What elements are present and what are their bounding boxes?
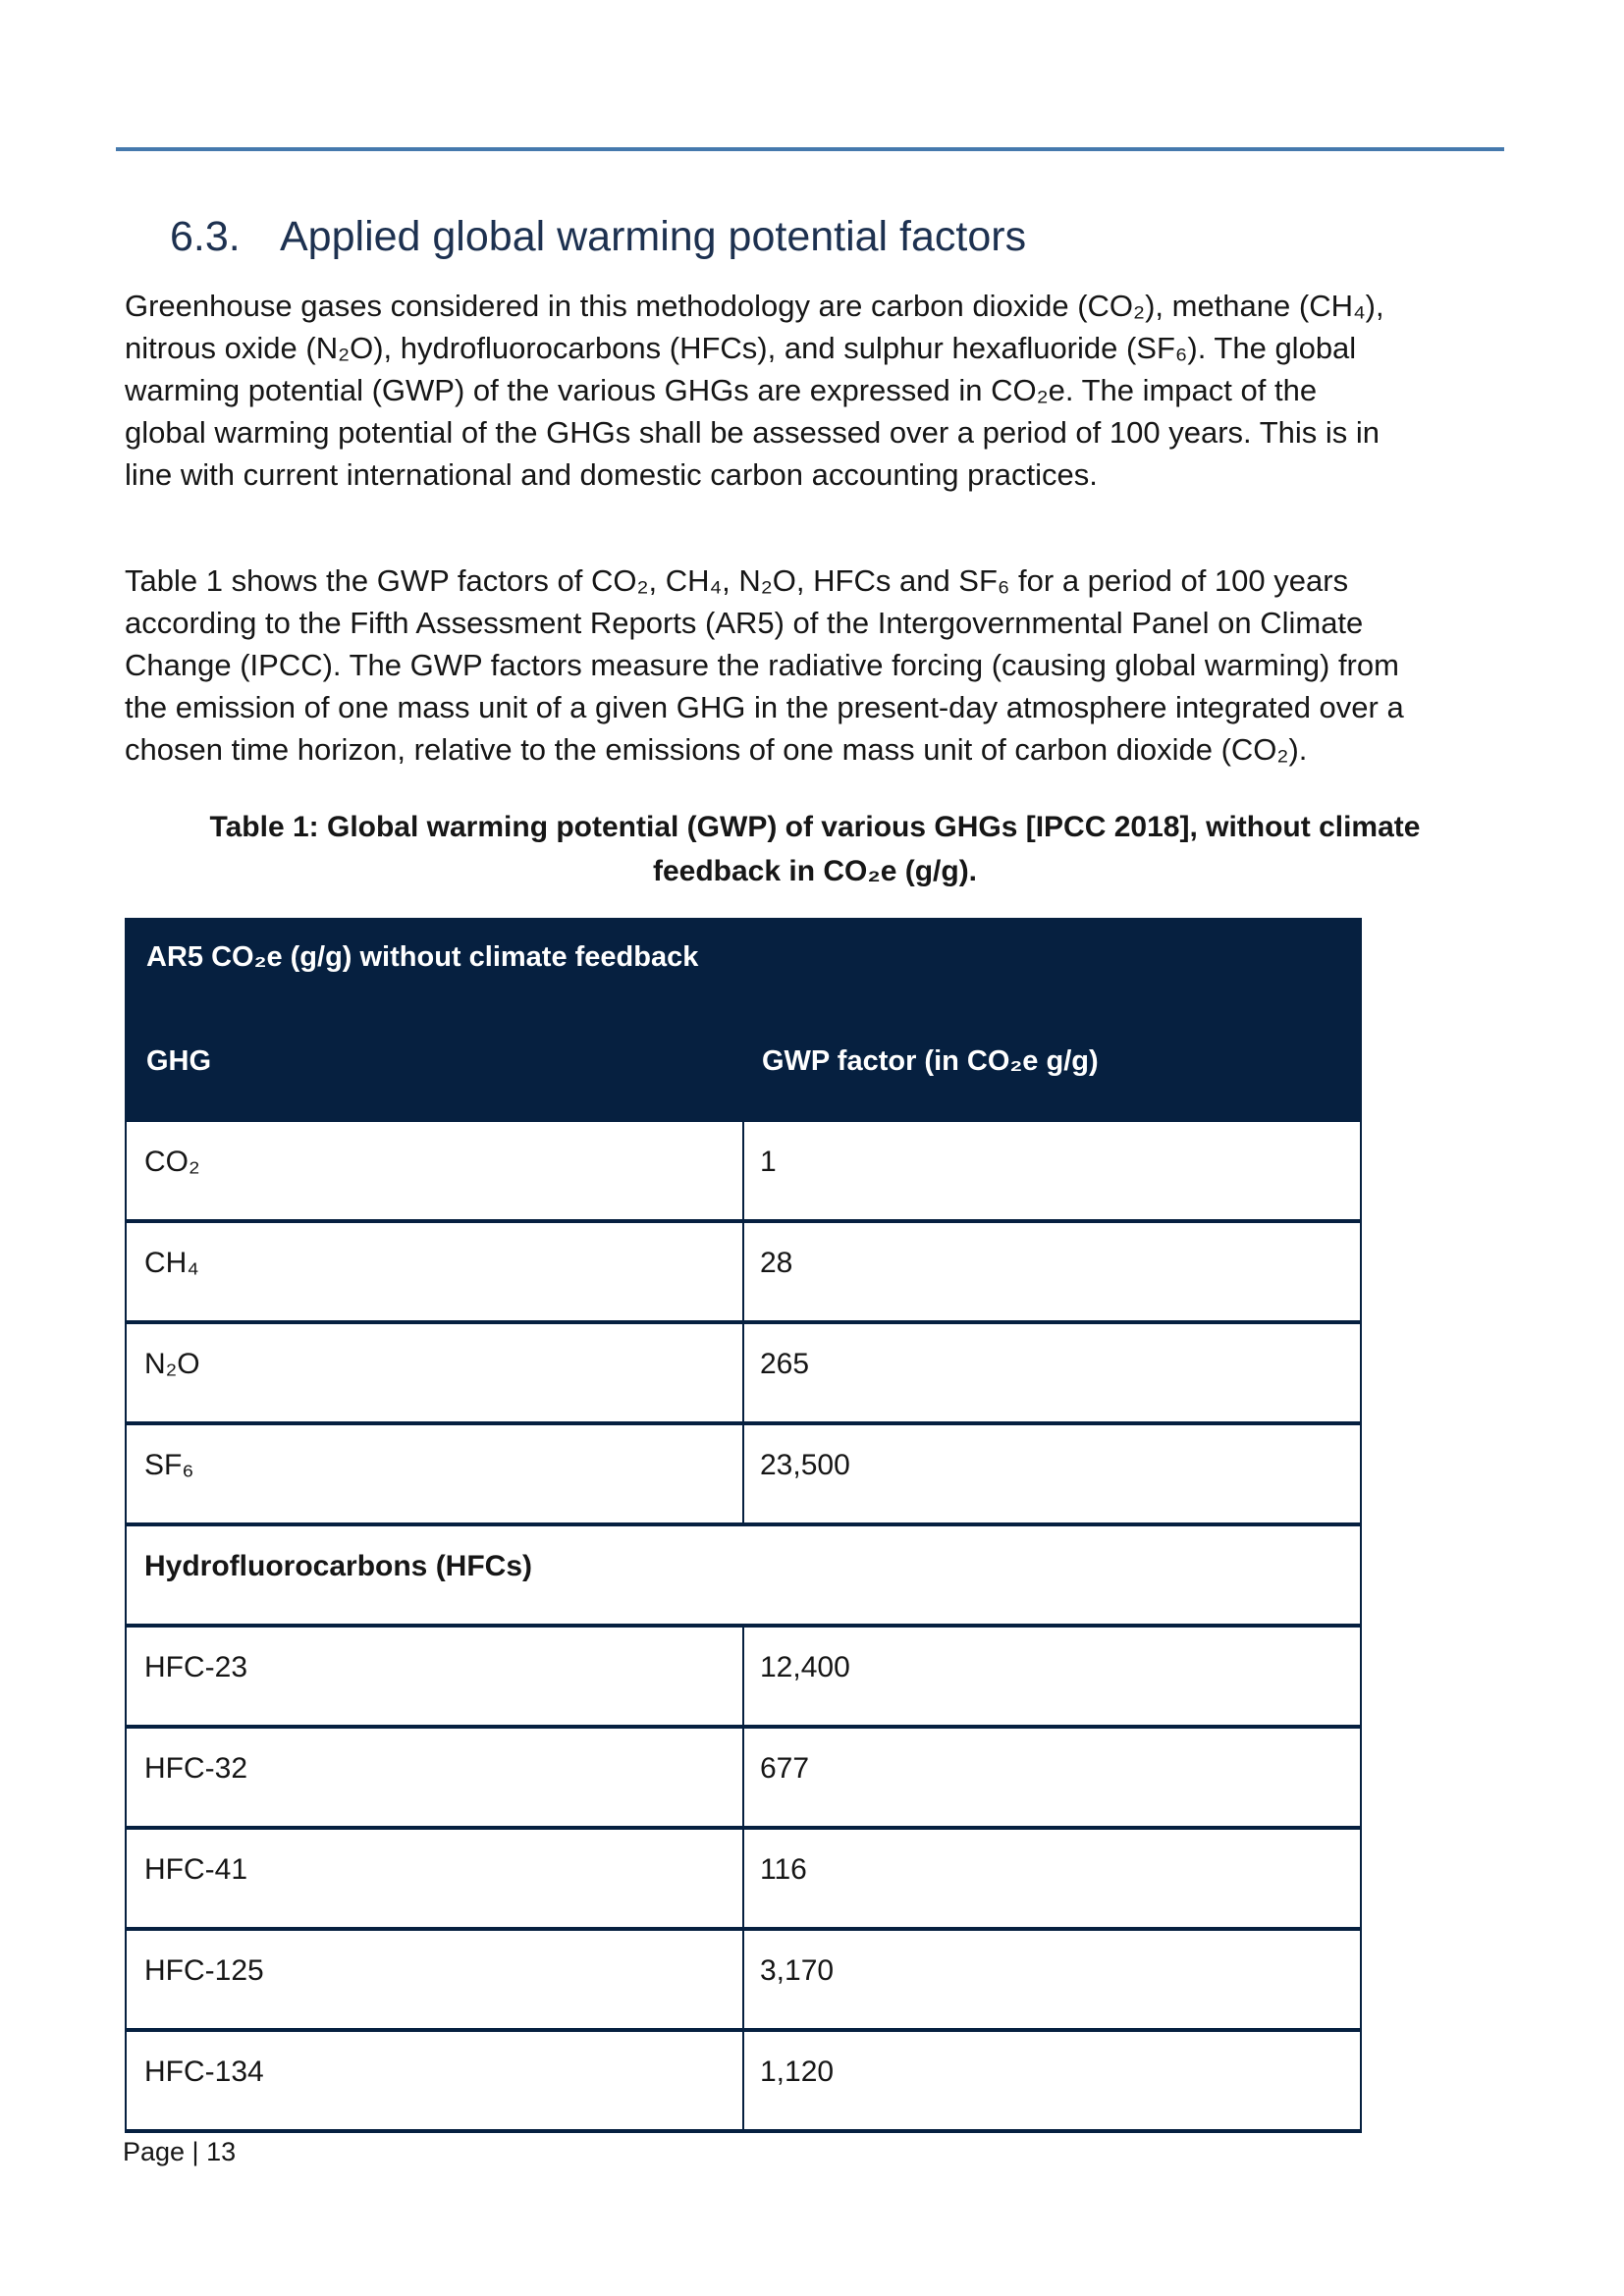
cell-ghg: HFC-23 [127,1628,744,1725]
cell-ghg: CH₄ [127,1223,744,1320]
table-row [127,2032,1360,2133]
paragraph-line: global warming potential of the GHGs shall be assessed over a period of 100 years. This is in [125,415,1380,450]
table-caption-line: Table 1: Global warming potential (GWP) of various GHGs [IPCC 2018], without climate [209,811,1421,843]
cell-gwp: 265 [760,1348,810,1380]
column-header-ghg: GHG [146,1045,212,1077]
paragraph-line: the emission of one mass unit of a given GHG in the present-day atmosphere integrated over a [125,690,1404,724]
section-row-label: Hydrofluorocarbons (HFCs) [144,1550,533,1582]
section-heading [170,213,1026,261]
cell-gwp: 1,120 [760,2056,835,2088]
table-caption [123,805,1507,893]
paragraph-line: warming potential (GWP) of the various GHGs are expressed in CO₂e. The impact of the [125,373,1318,407]
table-row [127,1324,1360,1425]
paragraph-2 [125,560,1404,771]
cell-ghg: HFC-125 [127,1931,744,2028]
table-row [127,1628,1360,1729]
table-column-headers [127,1045,1360,1078]
table-row [127,1122,1360,1223]
cell-gwp: 23,500 [760,1449,850,1481]
cell-ghg: SF₆ [127,1425,744,1522]
section-number: 6.3. [170,212,241,260]
table-caption-line: feedback in CO₂e (g/g). [652,855,978,887]
page-footer: Page | 13 [123,2137,237,2166]
table-row [127,1425,1360,1526]
table-section-row [127,1526,1360,1628]
table-row [127,1729,1360,1830]
cell-gwp: 3,170 [760,1954,835,1987]
cell-ghg: HFC-134 [127,2032,744,2129]
cell-gwp: 116 [760,1853,807,1886]
paragraph-line: according to the Fifth Assessment Reports (AR5) of the Intergovernmental Panel on Climate [125,606,1364,640]
section-title: Applied global warming potential factors [280,212,1027,260]
cell-ghg: HFC-32 [127,1729,744,1826]
cell-gwp: 677 [760,1752,810,1785]
cell-gwp: 1 [760,1146,777,1178]
cell-ghg: N₂O [127,1324,744,1421]
header-rule-divider [116,147,1504,151]
paragraph-line: line with current international and domestic carbon accounting practices. [125,457,1098,492]
gwp-table [125,918,1362,2133]
paragraph-line: Table 1 shows the GWP factors of CO₂, CH₄, N₂O, HFCs and SF₆ for a period of 100 years [125,563,1349,598]
cell-gwp: 12,400 [760,1651,850,1683]
paragraph-1 [125,285,1384,496]
cell-ghg: HFC-41 [127,1830,744,1927]
table-row [127,1931,1360,2032]
cell-ghg: CO₂ [127,1122,744,1219]
cell-gwp: 28 [760,1247,793,1279]
table-row [127,1830,1360,1931]
paragraph-line: Change (IPCC). The GWP factors measure the radiative forcing (causing global warming) from [125,648,1399,682]
paragraph-line: Greenhouse gases considered in this methodology are carbon dioxide (CO₂), methane (CH₄), [125,289,1384,323]
table-header [127,918,1360,1122]
table-row [127,1223,1360,1324]
table-banner: AR5 CO₂e (g/g) without climate feedback [146,941,699,973]
paragraph-line: nitrous oxide (N₂O), hydrofluorocarbons (HFCs), and sulphur hexafluoride (SF₆). The global [125,331,1357,365]
column-header-gwp: GWP factor (in CO₂e g/g) [762,1045,1099,1077]
paragraph-line: chosen time horizon, relative to the emissions of one mass unit of carbon dioxide (CO₂). [125,732,1308,767]
